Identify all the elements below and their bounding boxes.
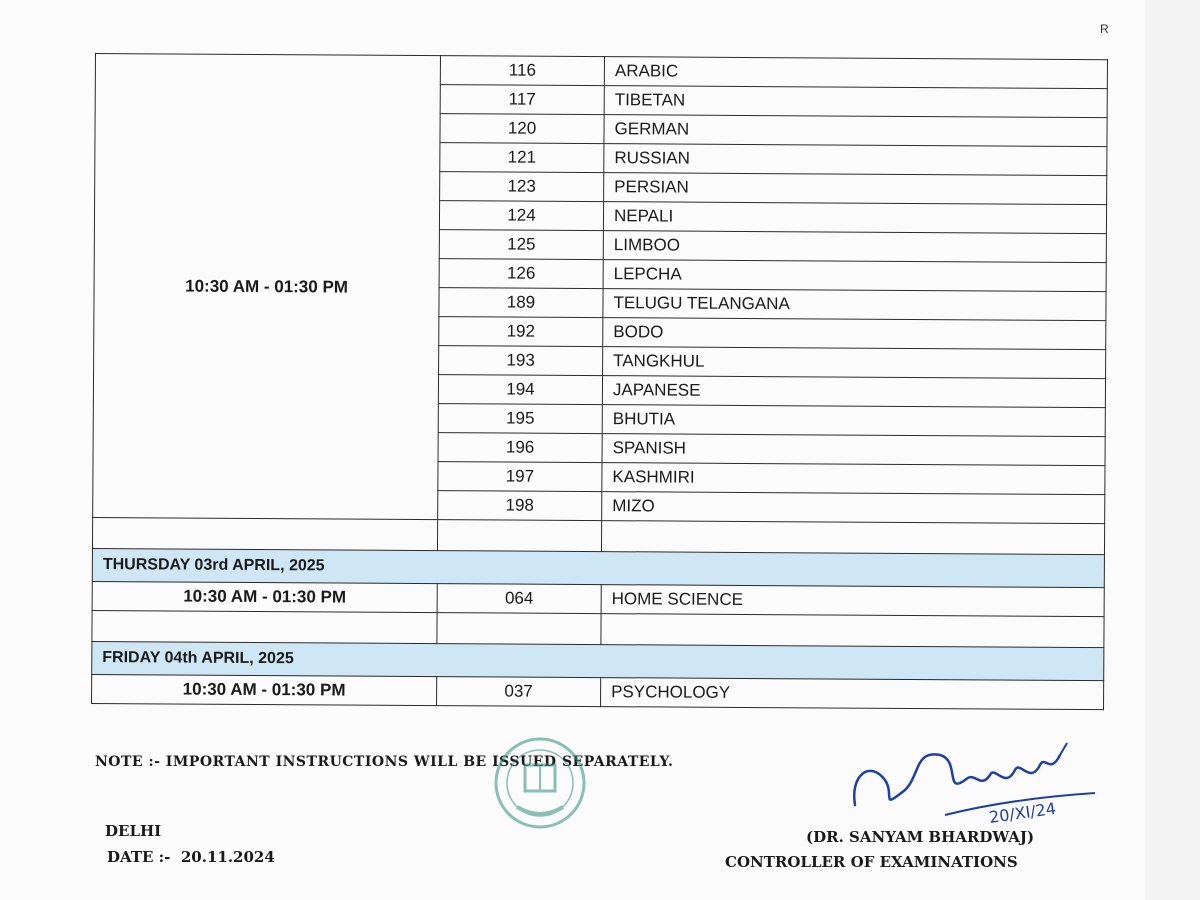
subject-name: TELUGU TELANGANA: [603, 289, 1106, 321]
subject-name: ARABIC: [604, 57, 1107, 89]
signatory-name: (DR. SANYAM BHARDWAJ): [806, 828, 1035, 846]
signatory-designation: CONTROLLER OF EXAMINATIONS: [725, 853, 1018, 871]
subject-name: KASHMIRI: [602, 463, 1105, 495]
subject-code: 117: [440, 85, 604, 115]
subject-code: 196: [438, 433, 602, 463]
corner-mark: R: [1100, 22, 1109, 36]
signature-image: [845, 735, 1100, 835]
subject-code: 123: [440, 172, 604, 202]
subject-code: 125: [439, 230, 603, 260]
subject-name: PERSIAN: [604, 173, 1107, 205]
subject-name: LEPCHA: [603, 260, 1106, 292]
subject-name: MIZO: [602, 492, 1105, 524]
issue-date: [107, 848, 275, 866]
subject-code: 116: [440, 56, 604, 86]
board-seal-icon: [487, 735, 593, 835]
table-row: [95, 54, 1107, 89]
subject-name: NEPALI: [603, 202, 1106, 234]
subject-code: 064: [437, 584, 601, 614]
schedule-block-1: [93, 54, 1108, 524]
subject-code: 124: [439, 201, 603, 231]
date-value: 20.11.2024: [180, 848, 275, 866]
exam-time: 10:30 AM - 01:30 PM: [92, 674, 437, 705]
subject-code: 194: [438, 375, 602, 405]
subject-code: 195: [438, 404, 602, 434]
schedule-block-2: [92, 517, 1105, 709]
subject-name: BODO: [603, 318, 1106, 350]
subject-name: TIBETAN: [604, 86, 1107, 118]
subject-name: LIMBOO: [603, 231, 1106, 263]
subject-code: 037: [437, 677, 601, 707]
subject-name: BHUTIA: [602, 405, 1105, 437]
table-row: [92, 674, 1104, 709]
exam-day-label: THURSDAY 03rd APRIL, 2025: [92, 548, 1104, 587]
subject-name: TANGKHUL: [603, 347, 1106, 379]
subject-code: 121: [440, 143, 604, 173]
date-label: DATE :-: [107, 848, 171, 866]
subject-name: RUSSIAN: [604, 144, 1107, 176]
subject-name: JAPANESE: [602, 376, 1105, 408]
subject-name: PSYCHOLOGY: [601, 678, 1104, 710]
place: DELHI: [105, 822, 162, 840]
subject-code: 126: [439, 259, 603, 289]
subject-code: 197: [438, 462, 602, 492]
subject-code: 120: [440, 114, 604, 144]
subject-name: GERMAN: [604, 115, 1107, 147]
subject-code: 189: [439, 288, 603, 318]
subject-code: 198: [438, 491, 602, 521]
subject-name: SPANISH: [602, 434, 1105, 466]
exam-schedule-table: [91, 53, 1108, 710]
subject-name: HOME SCIENCE: [601, 585, 1104, 617]
exam-day-label: FRIDAY 04th APRIL, 2025: [92, 641, 1104, 680]
exam-time: 10:30 AM - 01:30 PM: [92, 581, 437, 612]
exam-time: 10:30 AM - 01:30 PM: [93, 54, 441, 520]
signature-date: 20/XI/24: [987, 798, 1058, 827]
subject-code: 193: [439, 346, 603, 376]
subject-code: 192: [439, 317, 603, 347]
instructions-note: NOTE :- IMPORTANT INSTRUCTIONS WILL BE ISSUED SEPARATELY.: [95, 754, 674, 770]
